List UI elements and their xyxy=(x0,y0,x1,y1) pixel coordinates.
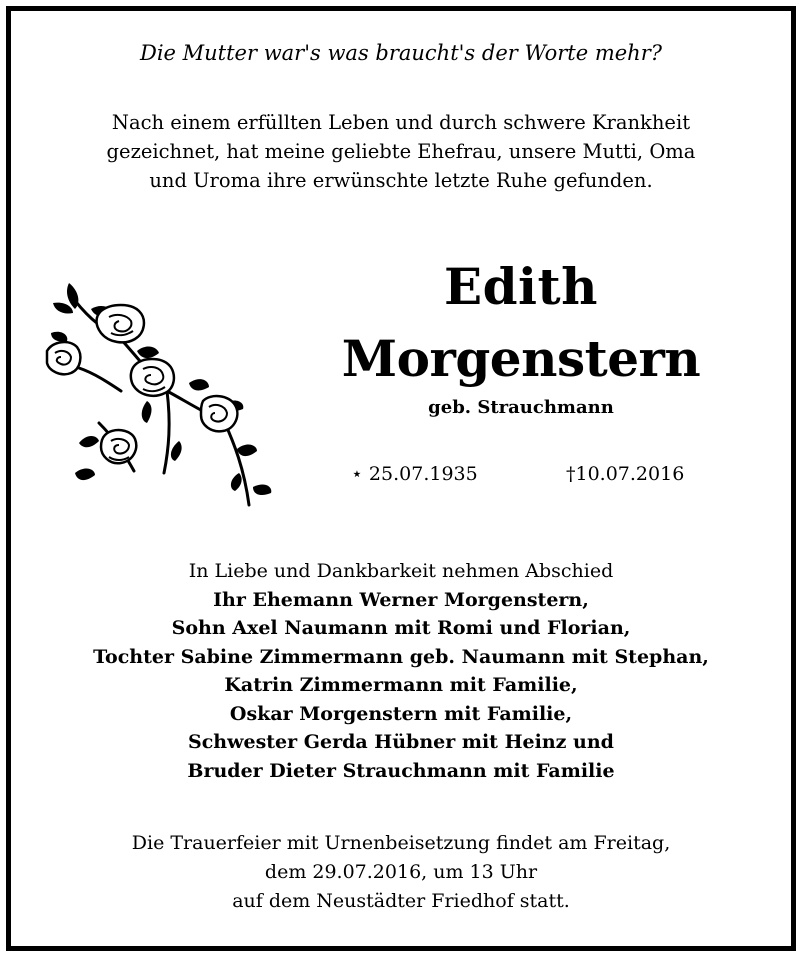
birth-date: ⋆ 25.07.1935 xyxy=(351,463,478,485)
mourner-line: Tochter Sabine Zimmermann geb. Naumann mit Stephan, xyxy=(93,645,709,668)
mourners-lead: In Liebe und Dankbarkeit nehmen Abschied xyxy=(188,560,614,582)
service-line: Die Trauerfeier mit Urnenbeisetzung findet am Freitag, xyxy=(131,832,671,854)
funeral-service-info xyxy=(31,829,771,916)
mourner-line: Bruder Dieter Strauchmann mit Familie xyxy=(187,759,615,782)
motto: Die Mutter war's was braucht's der Worte mehr? xyxy=(139,41,663,65)
intro-line: gezeichnet, hat meine geliebte Ehefrau, unsere Mutti, Oma xyxy=(106,140,696,163)
service-line: dem 29.07.2016, um 13 Uhr xyxy=(264,861,538,883)
intro-text xyxy=(31,108,771,195)
roses-icon xyxy=(39,273,279,523)
deceased-last-name: Morgenstern xyxy=(341,329,701,388)
mourner-line: Schwester Gerda Hübner mit Heinz und xyxy=(188,731,614,753)
mourner-line: Ihr Ehemann Werner Morgenstern, xyxy=(213,588,589,611)
mourners-list xyxy=(31,557,771,785)
maiden-name: geb. Strauchmann xyxy=(428,397,614,418)
service-line: auf dem Neustädter Friedhof statt. xyxy=(232,890,570,912)
obituary-frame xyxy=(6,6,796,951)
deceased-first-name: Edith xyxy=(443,257,598,316)
intro-line: Nach einem erfüllten Leben und durch schwere Krankheit xyxy=(111,111,691,134)
mourner-line: Oskar Morgenstern mit Familie, xyxy=(229,702,573,725)
mourner-line: Katrin Zimmermann mit Familie, xyxy=(224,674,578,696)
death-date: †10.07.2016 xyxy=(566,463,685,485)
mourner-line: Sohn Axel Naumann mit Romi und Florian, xyxy=(171,617,631,639)
deceased-name-block xyxy=(311,251,731,418)
intro-line: und Uroma ihre erwünschte letzte Ruhe gefunden. xyxy=(149,169,653,192)
